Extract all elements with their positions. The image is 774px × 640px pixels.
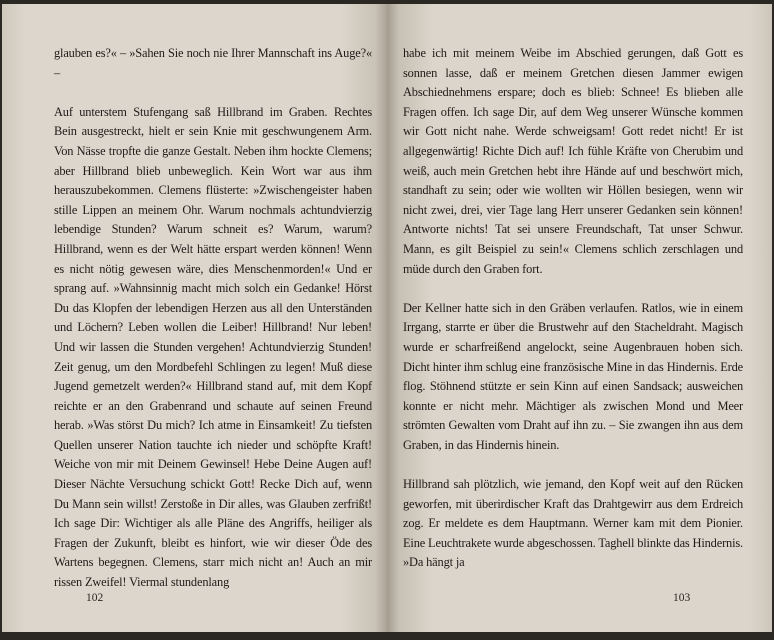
left-page <box>2 4 387 632</box>
left-page-number: 102 <box>86 592 104 604</box>
right-paragraph-2: Der Kellner hatte sich in den Gräben verlaufen. Ratlos, wie in einem Irrgang, starrte er über die Brustwehr auf den Stacheldraht. Magisch wurde er scharfreißend angelockt, seine Augenbrauen hoben sich. Dicht hinter ihm schlug eine französische Mine in das Hindernis. Erde flog. Stöhnend stützte er sein Kinn auf einen Sandsack; ausweichen konnte er nicht mehr. Mächtiger als zwischen Mond und Meer strömten Gewalten vom Draht auf ihn zu. – Sie zwangen ihn aus dem Graben, in das Hindernis hinein. <box>403 300 743 452</box>
right-page-number: 103 <box>673 592 691 604</box>
left-paragraph-1: glauben es?« – »Sahen Sie noch nie Ihrer Mannschaft ins Auge?« – <box>54 46 372 80</box>
right-page-text <box>403 44 743 573</box>
right-page <box>387 4 772 632</box>
right-paragraph-1: habe ich mit meinem Weibe im Abschied gerungen, daß Gott es sonnen lasse, daß er meinem Gretchen diesen Jammer ewigen Abschiednehmens erspare; doch es blieb: Schnee! Es blieben alle Fragen offen. Ich sage Dir, auf dem Weg unserer Wünsche kommen wir Gott nicht nahe. Werde schweigsam! Gott redet nicht! Er ist allgegenwärtig! Richte Dich auf! Ich fühle Kräfte von Cherubim und weiß, auch mein Gretchen hebt ihre Hände auf und beschwört mich, standhaft zu sein; oder wie wollten wir Höllen besiegen, wenn wir nicht zwei, drei, vier Tage lang Herr unserer Gedanken sein können! Antworte nichts! Tat sei unsere Freundschaft, Tat unser Schwur. Mann, es gilt Beispiel zu sein!« Clemens schlich zerschlagen und müde durch den Graben fort. <box>403 46 743 276</box>
right-paragraph-3: Hillbrand sah plötzlich, wie jemand, den Kopf weit auf den Rücken geworfen, mit überirdischer Kraft das Drahtgewirr aus dem Erdreich zog. Er meldete es dem Hauptmann. Werner kam mit dem Pionier. Eine Leuchtrakete wurde abgeschossen. Taghell blinkte das Hindernis. »Da hängt ja <box>403 477 744 570</box>
left-paragraph-2: Auf unterstem Stufengang saß Hillbrand im Graben. Rechtes Bein ausgestreckt, hielt er sein Knie mit geschwungenem Arm. Von Nässe tropfte die ganze Gestalt. Neben ihm hockte Clemens; aber Hillbrand blieb unbeweglich. Kein Wort war aus ihm herauszubekommen. Clemens flüsterte: »Zwischengeister haben stille Lippen an meinem Ohr. Warum nochmals achtundvierzig lebendige Stunden? Warum schneit es? Warum, warum? Hillbrand, wenn es der Welt hätte erspart werden können! Wenn es nicht nötig gewesen wäre, dies Menschenmorden!« Und er sprang auf. »Wahnsinnig macht mich solch ein Gedanke! Hörst Du das Klopfen der lebendigen Herzen aus all den Unterständen und Löchern? Leben wollen die Leiber! Hillbrand! Nur leben! Und wir lassen die Stunden vergehen! Achtundvierzig Stunden! Zeit genug, um den Mordbefehl Schlingen zu legen! Muß diese Jugend gemetzelt werden?« Hillbrand stand auf, mit dem Kopf reichte er an den Grabenrand und schaute auf seinen Freund herab. »Was störst Du mich? Ich atme in Einsamkeit! Zu tiefsten Quellen unserer Nation tauchte ich nieder und schöpfte Kraft! Weiche von mir mit Deinem Gewinsel! Hebe Deine Augen auf! Dieser Nächte Versuchung schickt Gott! Recke Dich auf, wenn Du Mann sein willst! Zerstoße in Dir alles, was Glauben zerfrißt! Ich sage Dir: Wichtiger als alle Pläne des Angriffs, heiliger als Fragen der Zukunft, bleibt es hinfort, wie wir dieser Öde des Wartens begegnen. Clemens, starr mich nicht an! Auch an mir rissen Zweifel! Viermal stundenlang <box>54 104 372 590</box>
left-page-text <box>54 44 372 593</box>
